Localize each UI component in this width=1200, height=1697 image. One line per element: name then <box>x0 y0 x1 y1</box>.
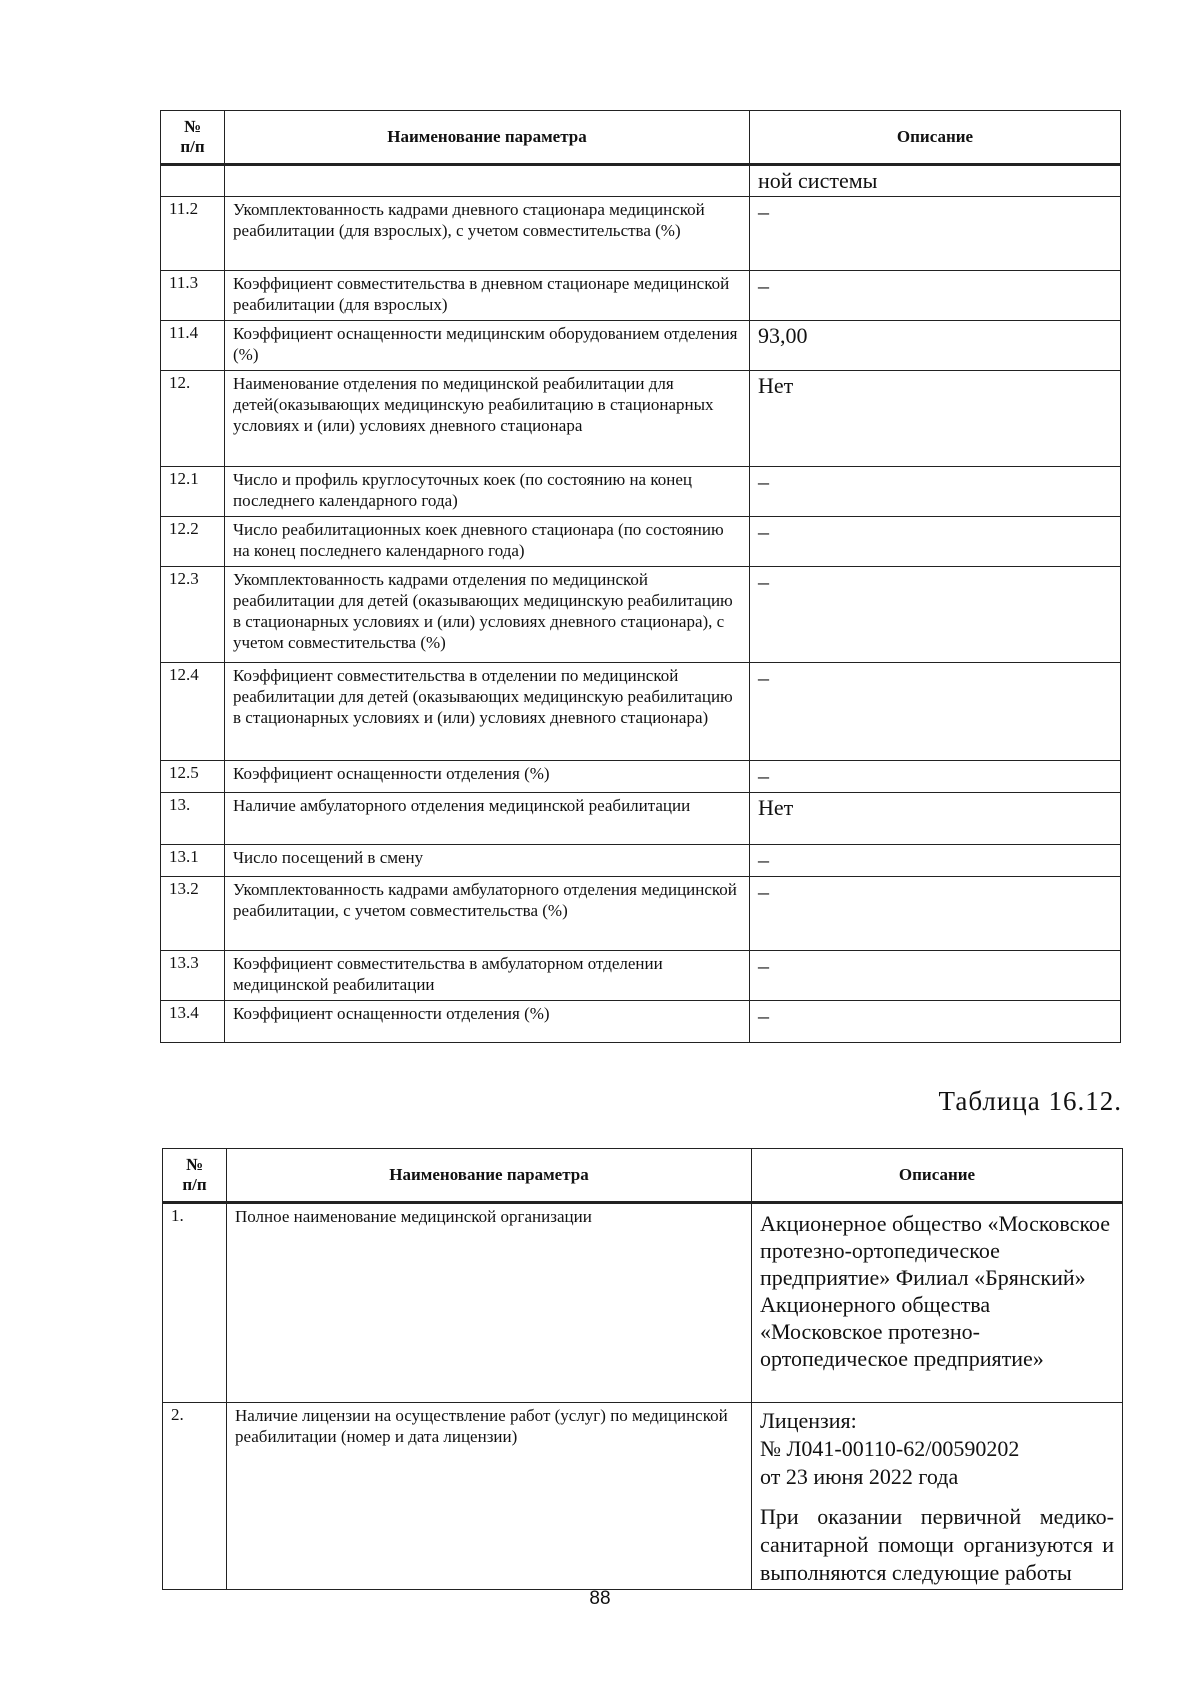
row-number: 11.2 <box>161 197 225 271</box>
table-row <box>161 271 1121 321</box>
row-description: – <box>750 663 1121 761</box>
row-number <box>161 165 225 197</box>
table-row <box>161 761 1121 793</box>
organization-name: Акционерное общество «Московское протезно-ортопедическое предприятие» Филиал «Брянский» Акционерного общества «Московское протезно-ортопедическое предприятие» <box>752 1203 1123 1403</box>
row-number: 1. <box>163 1203 227 1403</box>
header-description: Описание <box>752 1149 1123 1203</box>
table-row <box>161 467 1121 517</box>
row-description: – <box>750 761 1121 793</box>
row-description: Нет <box>750 371 1121 467</box>
header-number: № п/п <box>163 1149 227 1203</box>
table-row <box>161 951 1121 1001</box>
table-row <box>161 877 1121 951</box>
table-row <box>161 1001 1121 1043</box>
row-number: 12.3 <box>161 567 225 663</box>
table-header-row <box>161 111 1121 165</box>
row-description: – <box>750 517 1121 567</box>
table-row <box>161 165 1121 197</box>
row-parameter: Укомплектованность кадрами отделения по медицинской реабилитации для детей (оказывающих медицинскую реабилитацию в стационарных условиях и (или) условиях дневного стационара), с учетом совместительства (%) <box>225 567 750 663</box>
row-description: 93,00 <box>750 321 1121 371</box>
table-row <box>161 845 1121 877</box>
header-parameter-name: Наименование параметра <box>227 1149 752 1203</box>
table-row <box>161 793 1121 845</box>
table-header-row <box>163 1149 1123 1203</box>
row-number: 13.4 <box>161 1001 225 1043</box>
table-row <box>161 321 1121 371</box>
row-description: – <box>750 271 1121 321</box>
organization-table <box>162 1148 1123 1590</box>
row-parameter: Коэффициент оснащенности отделения (%) <box>225 1001 750 1043</box>
row-number: 13.2 <box>161 877 225 951</box>
header-parameter-name: Наименование параметра <box>225 111 750 165</box>
row-number: 11.4 <box>161 321 225 371</box>
table-body <box>161 165 1121 1043</box>
row-parameter <box>225 165 750 197</box>
row-parameter: Укомплектованность кадрами амбулаторного отделения медицинской реабилитации, с учетом совместительства (%) <box>225 877 750 951</box>
row-description: – <box>750 567 1121 663</box>
table-caption: Таблица 16.12. <box>938 1086 1122 1116</box>
row-parameter: Наличие лицензии на осуществление работ (услуг) по медицинской реабилитации (номер и дата лицензии) <box>227 1403 752 1590</box>
row-parameter: Наименование отделения по медицинской реабилитации для детей(оказывающих медицинскую реабилитацию в стационарных условиях и (или) условиях дневного стационара <box>225 371 750 467</box>
table-row <box>161 371 1121 467</box>
row-number: 12.4 <box>161 663 225 761</box>
page-number: 88 <box>589 1588 611 1609</box>
table-row <box>161 663 1121 761</box>
table-row <box>161 517 1121 567</box>
row-number: 13.3 <box>161 951 225 1001</box>
row-parameter: Коэффициент совместительства в дневном стационаре медицинской реабилитации (для взрослых) <box>225 271 750 321</box>
header-number: № п/п <box>161 111 225 165</box>
row-description: – <box>750 845 1121 877</box>
row-parameter: Коэффициент оснащенности отделения (%) <box>225 761 750 793</box>
row-description: – <box>750 877 1121 951</box>
row-parameter: Наличие амбулаторного отделения медицинской реабилитации <box>225 793 750 845</box>
row-number: 2. <box>163 1403 227 1590</box>
row-parameter: Укомплектованность кадрами дневного стационара медицинской реабилитации (для взрослых), с учетом совместительства (%) <box>225 197 750 271</box>
row-parameter: Число посещений в смену <box>225 845 750 877</box>
row-number: 13. <box>161 793 225 845</box>
row-description: Нет <box>750 793 1121 845</box>
license-note: При оказании первичной медико-санитарной помощи организуются и выполняются следующие работы <box>760 1504 1114 1585</box>
license-description <box>752 1403 1123 1590</box>
row-number: 12.1 <box>161 467 225 517</box>
row-parameter: Коэффициент оснащенности медицинским оборудованием отделения (%) <box>225 321 750 371</box>
table-row <box>161 197 1121 271</box>
row-number: 12.2 <box>161 517 225 567</box>
row-parameter: Число реабилитационных коек дневного стационара (по состоянию на конец последнего календарного года) <box>225 517 750 567</box>
row-parameter: Полное наименование медицинской организации <box>227 1203 752 1403</box>
header-description: Описание <box>750 111 1121 165</box>
row-parameter: Число и профиль круглосуточных коек (по состоянию на конец последнего календарного года) <box>225 467 750 517</box>
table-row <box>161 567 1121 663</box>
row-description: ной системы <box>750 165 1121 197</box>
row-number: 12.5 <box>161 761 225 793</box>
row-number: 11.3 <box>161 271 225 321</box>
table-row <box>163 1403 1123 1590</box>
row-description: – <box>750 467 1121 517</box>
row-parameter: Коэффициент совместительства в амбулаторном отделении медицинской реабилитации <box>225 951 750 1001</box>
license-details: Лицензия: № Л041-00110-62/00590202 от 23 июня 2022 года <box>760 1408 1020 1489</box>
row-parameter: Коэффициент совместительства в отделении по медицинской реабилитации для детей (оказывающих медицинскую реабилитацию в стационарных условиях и (или) условиях дневного стационара) <box>225 663 750 761</box>
row-number: 12. <box>161 371 225 467</box>
row-description: – <box>750 1001 1121 1043</box>
row-description: – <box>750 951 1121 1001</box>
parameters-table-continued <box>160 110 1121 1043</box>
row-number: 13.1 <box>161 845 225 877</box>
table-row <box>163 1203 1123 1403</box>
row-description: – <box>750 197 1121 271</box>
